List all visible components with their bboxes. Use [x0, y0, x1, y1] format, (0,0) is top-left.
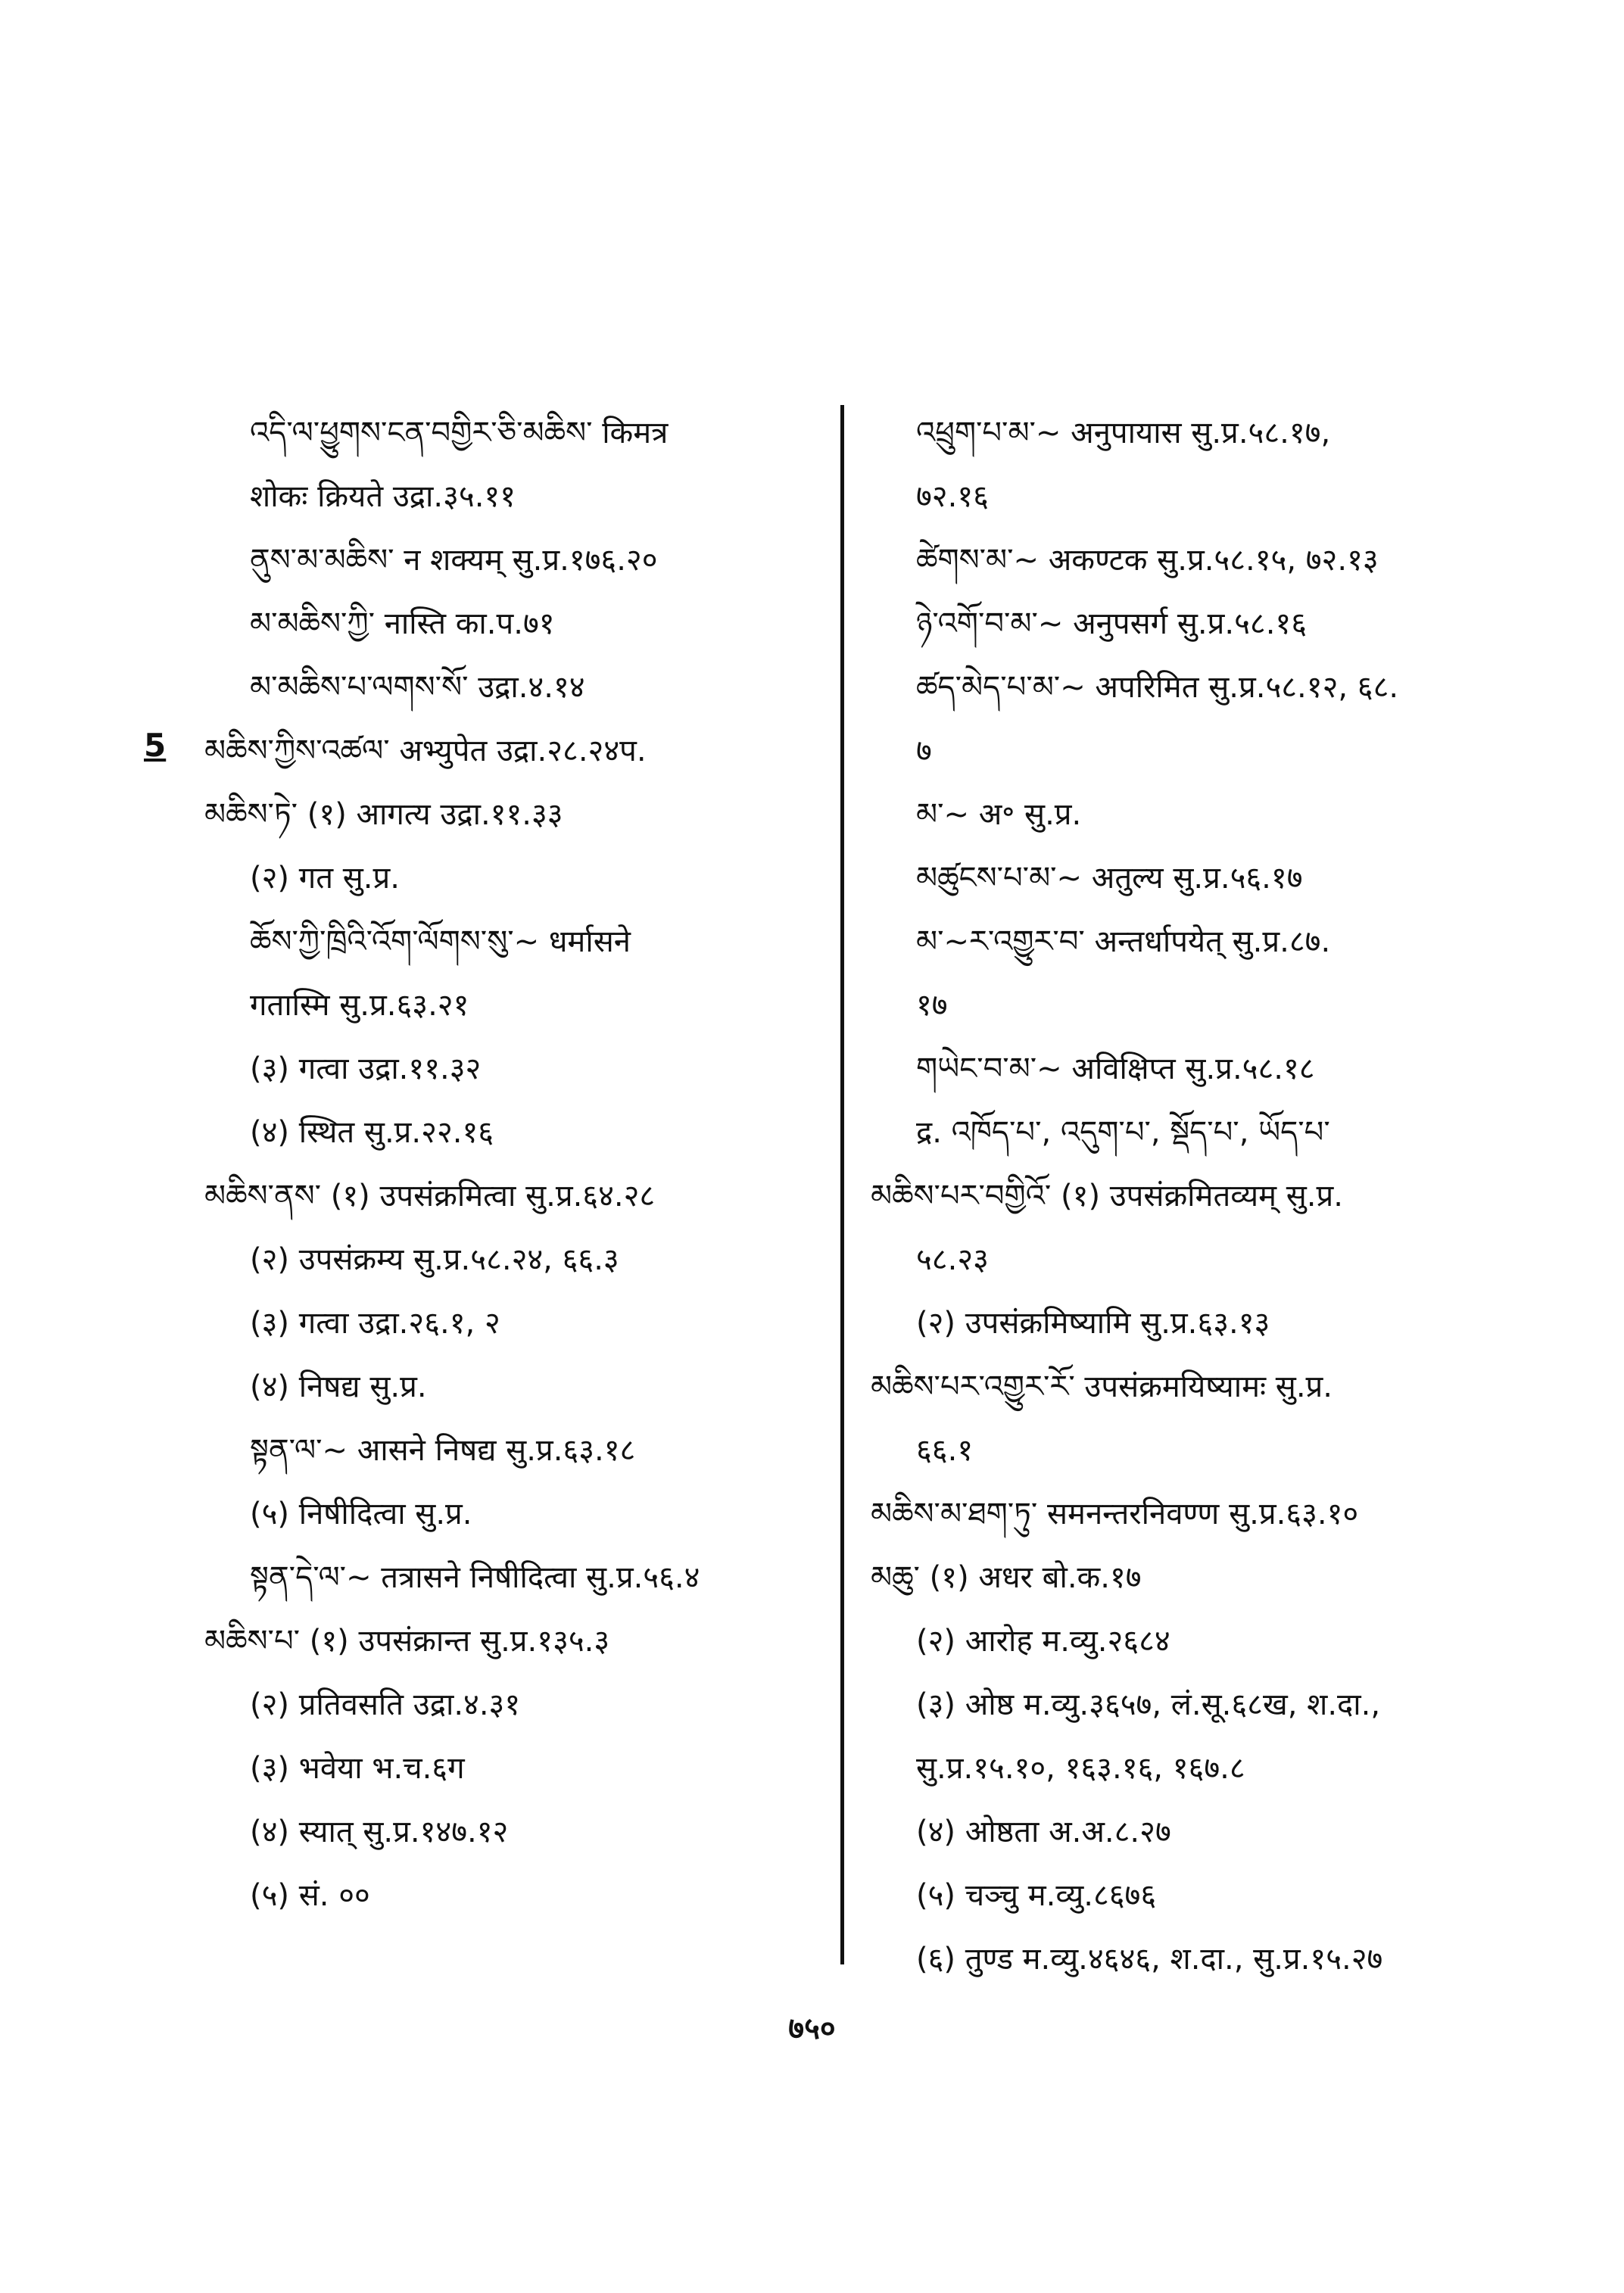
dictionary-line: ६६.१: [916, 1433, 974, 1468]
dictionary-line: (४) ओष्ठता अ.अ.८.२७: [916, 1815, 1171, 1849]
dictionary-line: མཚུངས་པ་མ་~ अतुल्य सु.प्र.५६.१७: [916, 861, 1303, 896]
dictionary-line: (६) तुण्ड म.व्यु.४६४६, श.दा., सु.प्र.१५.२७: [916, 1942, 1383, 1977]
dictionary-line: སྟན་དེ་ལ་~ तत्रासने निषीदित्वा सु.प्र.५६.४: [250, 1560, 700, 1595]
left-column: [204, 401, 825, 1927]
dictionary-line: (३) ओष्ठ म.व्यु.३६५७, लं.सू.६८ख, श.दा.,: [916, 1687, 1381, 1722]
dictionary-line: शोकः क्रियते उद्रा.३५.११: [250, 479, 516, 514]
dictionary-line: १७: [916, 988, 948, 1023]
dictionary-line: (४) निषद्य सु.प्र.: [250, 1369, 427, 1404]
dictionary-line: (५) सं. ००: [250, 1878, 370, 1913]
dictionary-line: འདི་ལ་ཕྱུགས་ངན་བགྱིར་ཅི་མཆིས་ किमत्र: [250, 416, 669, 450]
dictionary-line: (३) गत्वा उद्रा.२६.१, २: [250, 1306, 500, 1341]
dictionary-line: ཉེ་འགོ་བ་མ་~ अनुपसर्ग सु.प्र.५८.१६: [916, 606, 1308, 641]
dictionary-line: (४) स्थित सु.प्र.२२.१६: [250, 1115, 494, 1150]
margin-mark: 5: [144, 727, 167, 764]
column-divider: [840, 405, 844, 1964]
dictionary-line: འཕྲུག་པ་མ་~ अनुपायास सु.प्र.५८.१७,: [916, 416, 1331, 450]
page-number: ७५०: [788, 2011, 836, 2046]
dictionary-line: (३) भवेया भ.च.६ग: [250, 1751, 465, 1786]
dictionary-line: མཆིས་པ་ (१) उपसंक्रान्त सु.प्र.१३५.३: [204, 1624, 610, 1659]
dictionary-line: མཆིས་པར་བགྱིའོ་ (१) उपसंक्रमितव्यम् सु.प्र.: [871, 1179, 1343, 1213]
dictionary-line: མཆིས་པར་འགྱུར་རོ་ उपसंक्रमयिष्यामः सु.प्र.: [871, 1369, 1333, 1404]
dictionary-line: མཆུ་ (१) अधर बो.क.१७: [871, 1560, 1142, 1595]
dictionary-line: གཡེང་བ་མ་~ अविक्षिप्त सु.प्र.५८.१८: [916, 1051, 1315, 1086]
dictionary-line: སྟན་ལ་~ आसने निषद्य सु.प्र.६३.१८: [250, 1433, 636, 1468]
dictionary-line: (२) उपसंक्रमिष्यामि सु.प्र.६३.१३: [916, 1306, 1270, 1341]
dictionary-line: མཆིས་ཏེ་ (१) आगत्य उद्रा.११.३३: [204, 797, 563, 832]
dictionary-line: མ་མཆིས་ཀྱི་ नास्ति का.प.७१: [250, 606, 555, 641]
dictionary-line: མཆིས་མ་ཐག་ཏུ་ समनन्तरनिवण्ण सु.प्र.६३.१०: [871, 1497, 1359, 1531]
dictionary-line: ཆོས་ཀྱི་ཁྲིའི་འོག་ལོགས་སུ་~ धर्मासने: [250, 924, 631, 959]
dictionary-line: མ་~ར་འགྱུར་བ་ अन्तर्धापयेत् सु.प्र.८७.: [916, 924, 1331, 959]
dictionary-line: (५) निषीदित्वा सु.प्र.: [250, 1497, 472, 1531]
dictionary-line: མཆིས་ཀྱིས་འཚལ་ अभ्युपेत उद्रा.२८.२४प.: [204, 734, 647, 768]
dictionary-line: (३) गत्वा उद्रा.११.३२: [250, 1051, 482, 1086]
dictionary-line: (५) चञ्चु म.व्यु.८६७६: [916, 1878, 1157, 1913]
dictionary-line: द्र. འཁོད་པ་, འདུག་པ་, སྡོད་པ་, ཡོད་པ་: [916, 1115, 1330, 1150]
dictionary-line: (२) गत सु.प्र.: [250, 861, 400, 896]
dictionary-line: ནུས་མ་མཆིས་ न शक्यम् सु.प्र.१७६.२०: [250, 543, 658, 578]
dictionary-line: ཚེགས་མ་~ अकण्टक सु.प्र.५८.१५, ७२.१३: [916, 543, 1379, 578]
dictionary-line: (२) आरोह म.व्यु.२६८४: [916, 1624, 1170, 1659]
dictionary-line: गतास्मि सु.प्र.६३.२१: [250, 988, 469, 1023]
dictionary-line: (४) स्यात् सु.प्र.१४७.१२: [250, 1815, 509, 1849]
dictionary-line: མཆིས་ནས་ (१) उपसंक्रमित्वा सु.प्र.६४.२८: [204, 1179, 656, 1213]
dictionary-line: सु.प्र.१५.१०, १६३.१६, १६७.८: [916, 1751, 1245, 1786]
right-column: [871, 401, 1492, 1991]
dictionary-line: (२) प्रतिवसति उद्रा.४.३१: [250, 1687, 521, 1722]
dictionary-line: མ་~ अ॰ सु.प्र.: [916, 797, 1082, 832]
dictionary-line: མ་མཆིས་པ་ལགས་སོ་ उद्रा.४.१४: [250, 670, 585, 705]
dictionary-line: (२) उपसंक्रम्य सु.प्र.५८.२४, ६६.३: [250, 1242, 619, 1277]
dictionary-line: ७: [916, 734, 932, 768]
dictionary-line: ७२.१६: [916, 479, 989, 514]
dictionary-line: ཚད་མེད་པ་མ་~ अपरिमित सु.प्र.५८.१२, ६८.: [916, 670, 1399, 705]
dictionary-line: ५८.२३: [916, 1242, 989, 1277]
